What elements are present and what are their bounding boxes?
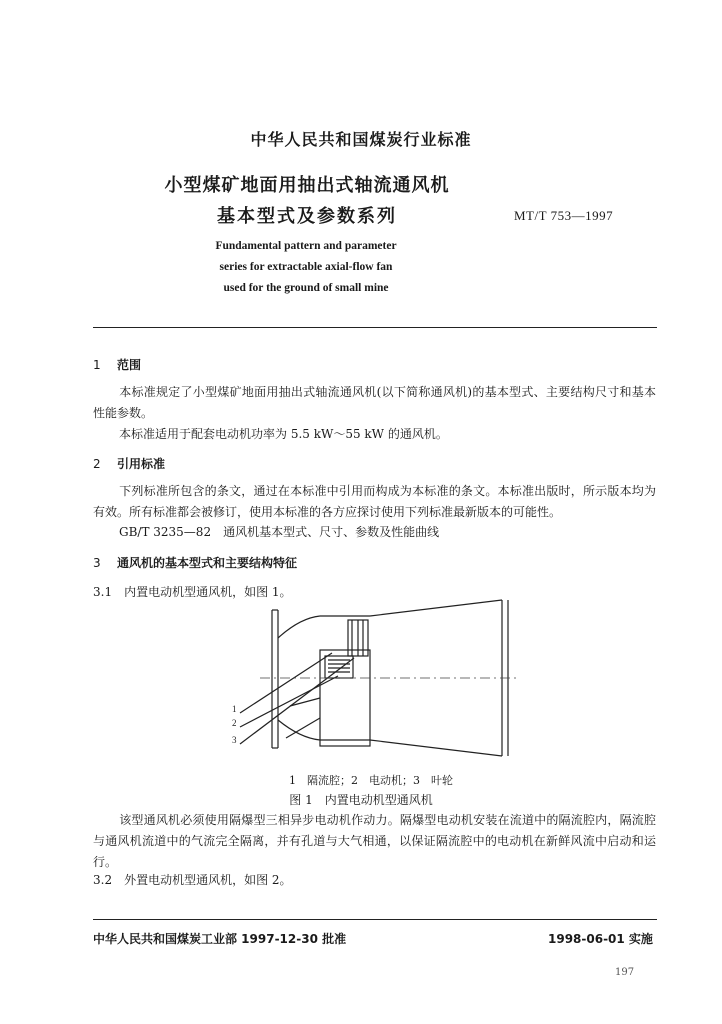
figure-label-1: 1 bbox=[232, 704, 237, 714]
section-3-paragraph bbox=[93, 810, 656, 873]
footer-rule bbox=[93, 919, 657, 920]
section-2-heading bbox=[93, 455, 165, 472]
figure-1-caption: 图 1 内置电动机型通风机 bbox=[289, 793, 433, 807]
section-1-paragraph-2-text: 本标准适用于配套电动机功率为 5.5 kW～55 kW 的通风机。 bbox=[119, 427, 448, 441]
document-title-line1: 小型煤矿地面用抽出式轴流通风机 bbox=[164, 175, 450, 196]
section-3-title: 通风机的基本型式和主要结构特征 bbox=[117, 556, 298, 570]
clause-3-1: 3.1 内置电动机型通风机，如图 1。 bbox=[93, 585, 292, 599]
figure-label-2: 2 bbox=[232, 718, 237, 728]
issuer-heading: 中华人民共和国煤炭行业标准 bbox=[250, 130, 472, 149]
standard-number: MT/T 753—1997 bbox=[514, 208, 614, 223]
reference-gbt3235: GB/T 3235—82 通风机基本型式、尺寸、参数及性能曲线 bbox=[119, 525, 440, 539]
section-2-paragraph-1 bbox=[93, 481, 656, 523]
section-1-number: 1 bbox=[93, 358, 101, 372]
header-rule bbox=[93, 327, 657, 328]
section-1-paragraph-1-text: 本标准规定了小型煤矿地面用抽出式轴流通风机(以下简称通风机)的基本型式、主要结构尺寸和基本性能参数。 bbox=[93, 385, 656, 420]
english-title-line2: series for extractable axial-flow fan bbox=[219, 261, 393, 273]
section-1-paragraph-1 bbox=[93, 382, 656, 424]
section-1-paragraph-2 bbox=[93, 424, 656, 445]
section-2-number: 2 bbox=[93, 457, 101, 471]
section-1-heading bbox=[93, 356, 141, 373]
section-2-title: 引用标准 bbox=[117, 457, 166, 471]
section-3-heading bbox=[93, 554, 297, 571]
document-title-line2: 基本型式及参数系列 bbox=[217, 206, 397, 227]
section-3-paragraph-text: 该型通风机必须使用隔爆型三相异步电动机作动力。隔爆型电动机安装在流道中的隔流腔内，隔流腔与通风机流道中的气流完全隔离，并有孔道与大气相通，以保证隔流腔中的电动机在新鲜风流中启动和运行。 bbox=[93, 813, 656, 869]
english-title-line1: Fundamental pattern and parameter bbox=[215, 240, 397, 252]
page-number: 197 bbox=[615, 967, 635, 978]
section-2-paragraph-1-text: 下列标准所包含的条文，通过在本标准中引用而构成为本标准的条文。本标准出版时，所示版本均为有效。所有标准都会被修订，使用本标准的各方应探讨使用下列标准最新版本的可能性。 bbox=[93, 484, 656, 519]
clause-3-2: 3.2 外置电动机型通风机，如图 2。 bbox=[93, 873, 292, 887]
section-3-number: 3 bbox=[93, 556, 101, 570]
figure-1-legend: 1 隔流腔；2 电动机；3 叶轮 bbox=[289, 774, 453, 787]
figure-label-3: 3 bbox=[232, 735, 237, 745]
effective-date: 1998-06-01 实施 bbox=[548, 932, 653, 946]
approval-statement: 中华人民共和国煤炭工业部 1997-12-30 批准 bbox=[93, 932, 347, 946]
figure-1-fan-drawing bbox=[220, 598, 530, 770]
english-title-line3: used for the ground of small mine bbox=[223, 282, 389, 294]
section-1-title: 范围 bbox=[117, 358, 142, 372]
